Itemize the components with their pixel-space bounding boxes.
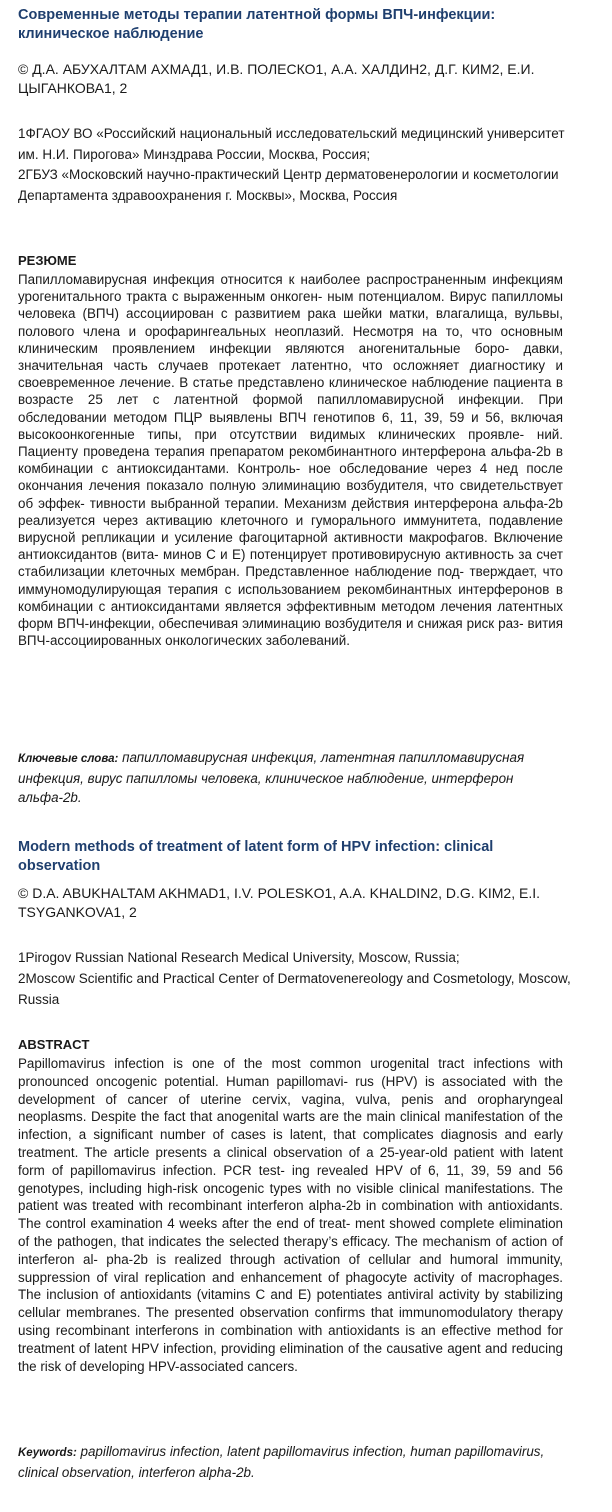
russian-affiliation-1: 1ФГАОУ ВО «Российский национальный исследовательский медицинский университет им. Н.И. Пирогова» Минздрава России, Москва, Россия;	[18, 126, 565, 162]
russian-keywords-label: Ключевые слова:	[18, 753, 119, 765]
english-keywords-text: papillomavirus infection, latent papillomavirus infection, human papillomavirus, clinical observation, interferon alpha-2b.	[18, 1444, 545, 1480]
russian-affiliation-2: 2ГБУЗ «Московский научно-практический Центр дерматовенерологии и косметологии Департамента здравоохранения г. Москвы», Москва, Россия	[18, 167, 559, 203]
english-authors: © D.A. ABUKHALTAM AKHMAD1, I.V. POLESKO1, A.A. KHALDIN2, D.G. KIM2, E.I. TSYGANKOVA1, 2	[18, 885, 541, 920]
english-keywords	[18, 1442, 578, 1482]
russian-title: Современные методы терапии латентной формы ВПЧ-инфекции: клиническое наблюдение	[18, 7, 496, 42]
english-affiliation-1: 1Pirogov Russian National Research Medical University, Moscow, Russia;	[18, 950, 460, 965]
english-affiliation-2: 2Moscow Scientific and Practical Center of Dermatovenereology and Cosmetology, Moscow, Russia	[18, 971, 571, 1007]
english-title: Modern methods of treatment of latent form of HPV infection: clinical observation	[18, 839, 494, 874]
english-abstract: Papillomavirus infection is one of the most common urogenital tract infections with pronounced oncogenic potential. Human papillomavi- rus (HPV) is associated with the development of cancer of uterine cervix, vagina, vulva, penis and oropharyngeal neoplasms. Despite the fact that anogenital warts are the main clinical manifestation of the infection, a significant number of cases is latent, that complicates diagnosis and early treatment. The article presents a clinical observation of a 25-year-old patient with latent form of papillomavirus infection. PCR test- ing revealed HPV of 6, 11, 39, 59 and 56 genotypes, including high-risk oncogenic types with no visible clinical manifestations. The patient was treated with recombinant interferon alpha-2b in combination with antioxidants. The control examination 4 weeks after the end of treat- ment showed complete elimination of the pathogen, that indicates the selected therapy’s efficacy. The mechanism of action of interferon al- pha-2b is realized through activation of cellular and humoral immunity, suppression of viral replication and enhancement of phagocyte activity of macrophages. The inclusion of antioxidants (vitamins C and E) potentiates antiviral activity by stabilizing cellular membranes. The presented observation confirms that immunomodulatory therapy using recombinant interferons in combination with antioxidants is an effective method for treatment of latent HPV infection, providing elimination of the causative agent and reducing the risk of developing HPV-associated cancers.	[18, 1056, 563, 1374]
russian-keywords-text: папилломавирусная инфекция, латентная папилломавирусная инфекция, вирус папилломы человека, клиническое наблюдение, интерферон альфа-2b.	[18, 750, 525, 805]
english-abstract-heading: ABSTRACT	[18, 1037, 90, 1052]
russian-authors: © Д.А. АБУХАЛТАМ АХМАД1, И.В. ПОЛЕСКО1, А.А. ХАЛДИН2, Д.Г. КИМ2, Е.И. ЦЫГАНКОВА1, 2	[18, 61, 535, 96]
russian-abstract-heading: РЕЗЮМЕ	[18, 253, 77, 268]
russian-abstract: Папилломавирусная инфекция относится к наиболее распространенным инфекциям урогенитального тракта с выраженным онкоген- ным потенциалом. Вирус папилломы человека (ВПЧ) ассоциирован с развитием рака шейки матки, влагалища, вульвы, полового члена и орофарингеальных неоплазий. Несмотря на то, что основным клиническим проявлением инфекции являются аногенитальные боро- давки, значительная часть случаев протекает латентно, что осложняет диагностику и своевременное лечение. В статье представлено клиническое наблюдение пациента в возрасте 25 лет с латентной формой папилломавирусной инфекции. При обследовании методом ПЦР выявлены ВПЧ генотипов 6, 11, 39, 59 и 56, включая высокоонкогенные типы, при отсутствии видимых клинических проявле- ний. Пациенту проведена терапия препаратом рекомбинантного интерферона альфа-2b в комбинации с антиоксидантами. Контроль- ное обследование через 4 нед после окончания лечения показало полную элиминацию возбудителя, что свидетельствует об эффек- тивности выбранной терапии. Механизм действия интерферона альфа-2b реализуется через активацию клеточного и гуморального иммунитета, подавление вирусной репликации и усиление фагоцитарной активности макрофагов. Включение антиоксидантов (вита- минов С и Е) потенцирует противовирусную активность за счет стабилизации клеточных мембран. Представленное наблюдение под- тверждает, что иммуномодулирующая терапия с использованием рекомбинантных интерферонов в комбинации с антиоксидантами является эффективным методом лечения латентных форм ВПЧ-инфекции, обеспечивая элиминацию возбудителя и снижая риск раз- вития ВПЧ-ассоциированных онкологических заболеваний.	[18, 272, 563, 649]
english-keywords-label: Keywords:	[18, 1447, 77, 1459]
russian-keywords	[18, 748, 578, 807]
